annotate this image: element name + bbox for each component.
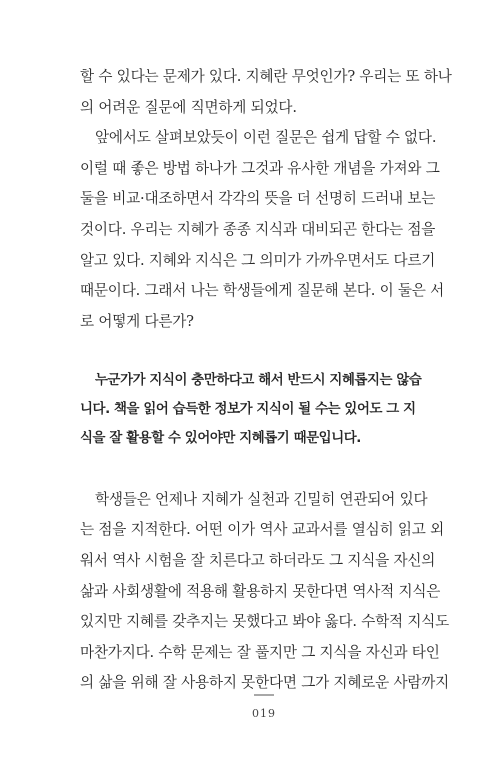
text-line: 의 어려운 질문에 직면하게 되었다. bbox=[80, 98, 297, 116]
paragraph-1 bbox=[80, 62, 452, 123]
text-line: 워서 역사 시험을 잘 치른다고 하더라도 그 지식을 자신의 bbox=[80, 551, 436, 569]
quote-line: 니다. 책을 읽어 습득한 정보가 지식이 될 수는 있어도 그 지 bbox=[80, 402, 416, 418]
text-line: 알고 있다. 지혜와 지식은 그 의미가 가까우면서도 다르기 bbox=[80, 251, 436, 269]
quote-block bbox=[80, 367, 432, 453]
text-line: 는 점을 지적한다. 어떤 이가 역사 교과서를 열심히 읽고 외 bbox=[80, 521, 445, 539]
page-number: 019 bbox=[252, 707, 276, 720]
text-line: 둘을 비교·대조하면서 각각의 뜻을 더 선명히 드러내 보는 bbox=[80, 190, 436, 208]
text-line: 앞에서도 살펴보았듯이 이런 질문은 쉽게 답할 수 없다. bbox=[95, 129, 437, 147]
quote-line: 식을 잘 활용할 수 있어야만 지혜롭기 때문입니다. bbox=[80, 430, 361, 446]
quote-line: 누군가가 지식이 충만하다고 해서 반드시 지혜롭지는 않습 bbox=[95, 373, 422, 389]
text-line: 것이다. 우리는 지혜가 종종 지식과 대비되곤 한다는 점을 bbox=[80, 220, 436, 238]
page-body bbox=[80, 62, 452, 699]
text-line: 로 어떻게 다른가? bbox=[80, 312, 194, 330]
text-line: 때문이다. 그래서 나는 학생들에게 질문해 본다. 이 둘은 서 bbox=[80, 282, 445, 300]
paragraph-2 bbox=[80, 123, 445, 337]
text-line: 할 수 있다는 문제가 있다. 지혜란 무엇인가? 우리는 또 하나 bbox=[80, 68, 452, 85]
text-line: 삶과 사회생활에 적용해 활용하지 못한다면 역사적 지식은 bbox=[80, 582, 441, 600]
footer-divider bbox=[254, 694, 274, 696]
text-line: 학생들은 언제나 지혜가 실천과 긴밀히 연관되어 있다 bbox=[95, 490, 428, 508]
text-line: 있지만 지혜를 갖추지는 못했다고 봐야 옳다. 수학적 지식도 bbox=[80, 613, 450, 631]
text-line: 이럴 때 좋은 방법 하나가 그것과 유사한 개념을 가져와 그 bbox=[80, 159, 440, 177]
text-line: 의 삶을 위해 잘 사용하지 못한다면 그가 지혜로운 사람까지 bbox=[80, 674, 450, 692]
paragraph-3 bbox=[80, 485, 450, 699]
text-line: 마찬가지다. 수학 문제는 잘 풀지만 그 지식을 자신과 타인 bbox=[80, 643, 440, 661]
